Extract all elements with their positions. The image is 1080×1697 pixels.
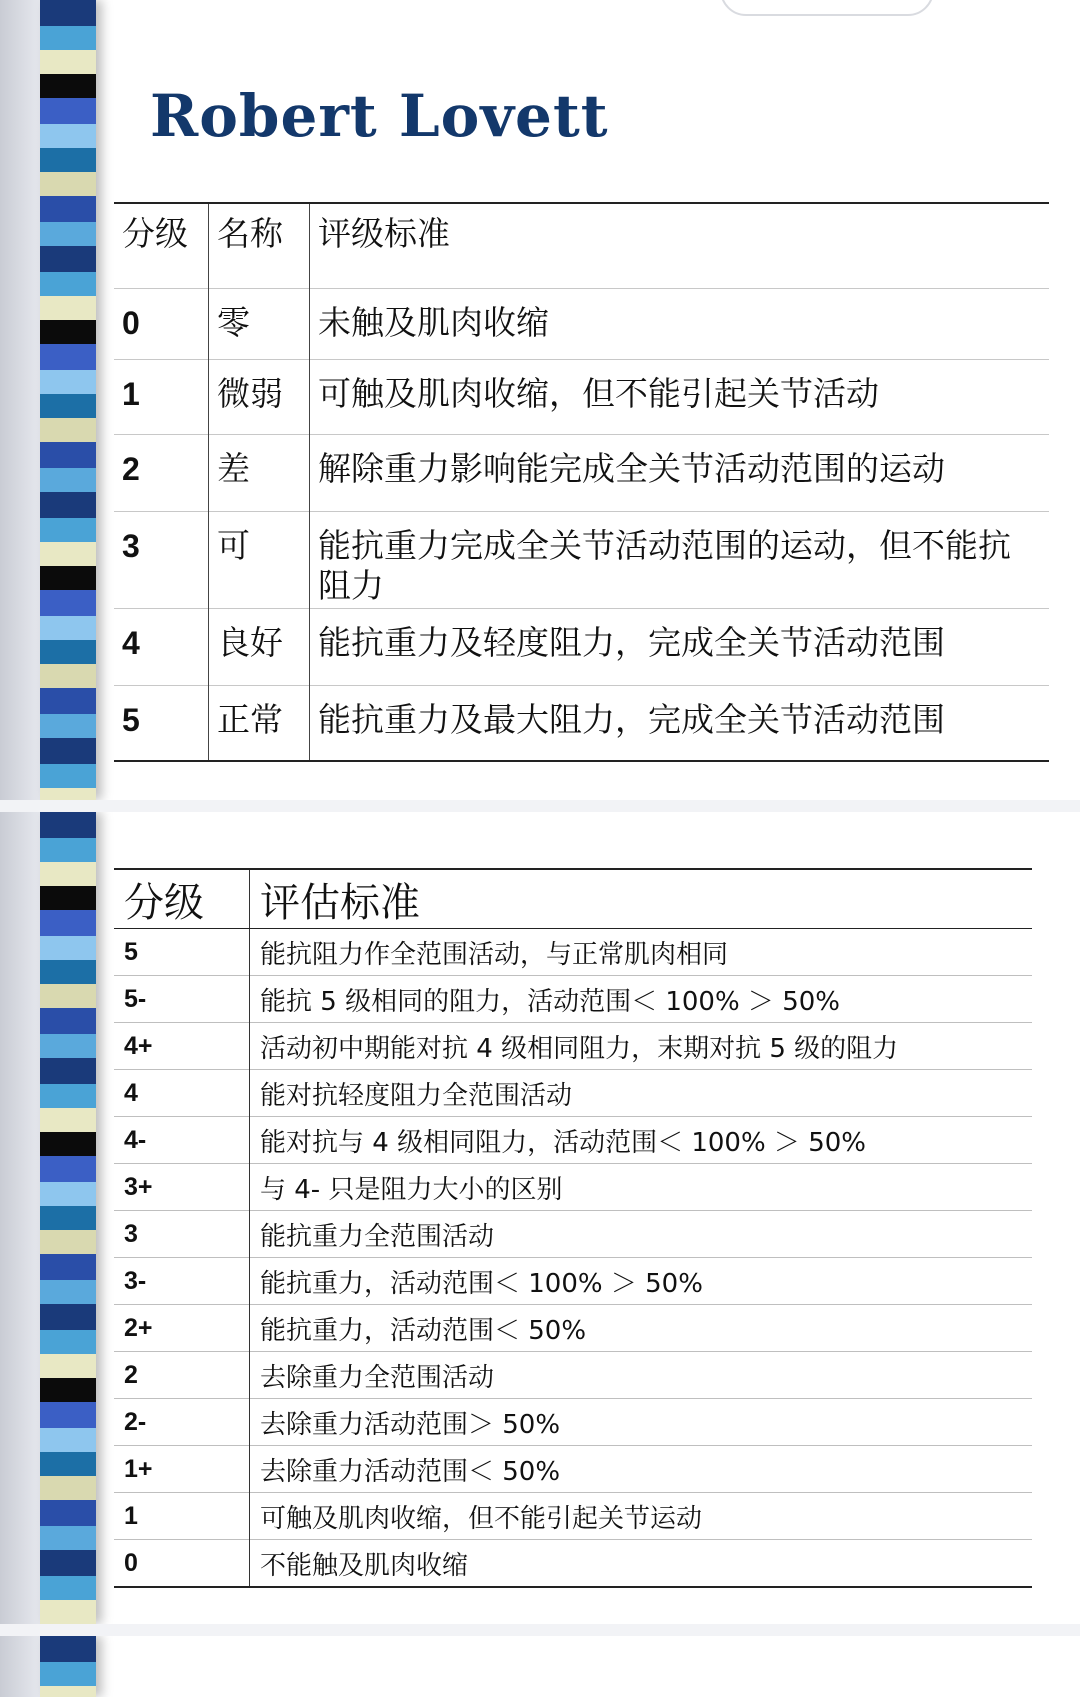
- criteria-cell: 去除重力全范围活动: [250, 1352, 1033, 1399]
- table-row: [114, 609, 1049, 686]
- table-row: [114, 1211, 1032, 1258]
- table-row: [114, 1446, 1032, 1493]
- grade-cell: 2-: [114, 1399, 250, 1446]
- grade-cell: 0: [114, 1540, 250, 1588]
- header-criteria: 评估标准: [250, 869, 1033, 929]
- lovett-grading-table: [114, 202, 1049, 762]
- table-header-row: [114, 203, 1049, 289]
- criteria-cell: 活动初中期能对抗 4 级相同阻力，末期对抗 5 级的阻力: [250, 1023, 1033, 1070]
- criteria-cell: 能抗重力，活动范围＜ 50%: [250, 1305, 1033, 1352]
- table-row: [114, 1164, 1032, 1211]
- criteria-cell: 能抗重力及轻度阻力，完成全关节活动范围: [310, 609, 1050, 686]
- decorative-shape: [720, 0, 934, 16]
- criteria-cell: 去除重力活动范围＞ 50%: [250, 1399, 1033, 1446]
- decorative-stripe-bar: [40, 0, 96, 800]
- criteria-cell: 可触及肌肉收缩，但不能引起关节活动: [310, 360, 1050, 435]
- slide-detailed-grading: [0, 812, 1080, 1624]
- table-row: [114, 1352, 1032, 1399]
- criteria-cell: 能抗重力及最大阻力，完成全关节活动范围: [310, 686, 1050, 762]
- criteria-cell: 能对抗与 4 级相同阻力，活动范围＜ 100% ＞ 50%: [250, 1117, 1033, 1164]
- table-row: [114, 1305, 1032, 1352]
- decorative-stripe-bar: [40, 1636, 96, 1697]
- table-row: [114, 976, 1032, 1023]
- table-row: [114, 1070, 1032, 1117]
- header-grade: 分级: [114, 203, 209, 289]
- grade-cell: 0: [114, 289, 209, 360]
- grade-cell: 4: [114, 1070, 250, 1117]
- grade-cell: 4-: [114, 1117, 250, 1164]
- detailed-grading-table: [114, 868, 1032, 1588]
- grade-cell: 2+: [114, 1305, 250, 1352]
- criteria-cell: 能抗重力全范围活动: [250, 1211, 1033, 1258]
- grade-cell: 3: [114, 1211, 250, 1258]
- name-cell: 正常: [209, 686, 310, 762]
- table-row: [114, 1493, 1032, 1540]
- grade-cell: 3+: [114, 1164, 250, 1211]
- grade-cell: 5-: [114, 976, 250, 1023]
- table-row: [114, 686, 1049, 762]
- grade-cell: 4+: [114, 1023, 250, 1070]
- name-cell: 可: [209, 512, 310, 609]
- criteria-cell: 可触及肌肉收缩，但不能引起关节运动: [250, 1493, 1033, 1540]
- table-row: [114, 512, 1049, 609]
- name-cell: 微弱: [209, 360, 310, 435]
- criteria-cell: 能抗重力完成全关节活动范围的运动，但不能抗阻力: [310, 512, 1050, 609]
- criteria-cell: 能对抗轻度阻力全范围活动: [250, 1070, 1033, 1117]
- grade-cell: 3-: [114, 1258, 250, 1305]
- header-criteria: 评级标准: [318, 214, 450, 253]
- criteria-cell: 不能触及肌肉收缩: [250, 1540, 1033, 1588]
- grade-cell: 1: [114, 360, 209, 435]
- table-row: [114, 1117, 1032, 1164]
- header-name: 名称: [209, 203, 310, 289]
- table-row: [114, 360, 1049, 435]
- slide-title: Robert Lovett: [150, 82, 609, 150]
- header-grade: 分级: [114, 869, 250, 929]
- criteria-cell: 能抗阻力作全范围活动，与正常肌肉相同: [250, 929, 1033, 976]
- grade-cell: 2: [114, 1352, 250, 1399]
- name-cell: 零: [209, 289, 310, 360]
- grade-cell: 1+: [114, 1446, 250, 1493]
- slide-edge: [0, 1636, 40, 1697]
- criteria-cell: 能抗重力，活动范围＜ 100% ＞ 50%: [250, 1258, 1033, 1305]
- criteria-cell: 解除重力影响能完成全关节活动范围的运动: [310, 435, 1050, 512]
- grade-cell: 3: [114, 512, 209, 609]
- grade-cell: 2: [114, 435, 209, 512]
- grade-cell: 1: [114, 1493, 250, 1540]
- slide-lovett-grading: [0, 0, 1080, 800]
- table-row: [114, 1023, 1032, 1070]
- table-row: [114, 289, 1049, 360]
- table-row: [114, 435, 1049, 512]
- slide-edge: [0, 812, 40, 1624]
- grade-cell: 5: [114, 929, 250, 976]
- slide-next-partial: [0, 1636, 1080, 1697]
- criteria-cell: 能抗 5 级相同的阻力，活动范围＜ 100% ＞ 50%: [250, 976, 1033, 1023]
- criteria-cell: 与 4- 只是阻力大小的区别: [250, 1164, 1033, 1211]
- table-row: [114, 1258, 1032, 1305]
- name-cell: 差: [209, 435, 310, 512]
- grade-cell: 5: [114, 686, 209, 762]
- table-row: [114, 1399, 1032, 1446]
- table-row: [114, 929, 1032, 976]
- table-row: [114, 1540, 1032, 1588]
- criteria-cell: 未触及肌肉收缩: [310, 289, 1050, 360]
- slide-edge: [0, 0, 40, 800]
- grade-cell: 4: [114, 609, 209, 686]
- name-cell: 良好: [209, 609, 310, 686]
- table-header-row: [114, 869, 1032, 929]
- criteria-cell: 去除重力活动范围＜ 50%: [250, 1446, 1033, 1493]
- decorative-stripe-bar: [40, 812, 96, 1624]
